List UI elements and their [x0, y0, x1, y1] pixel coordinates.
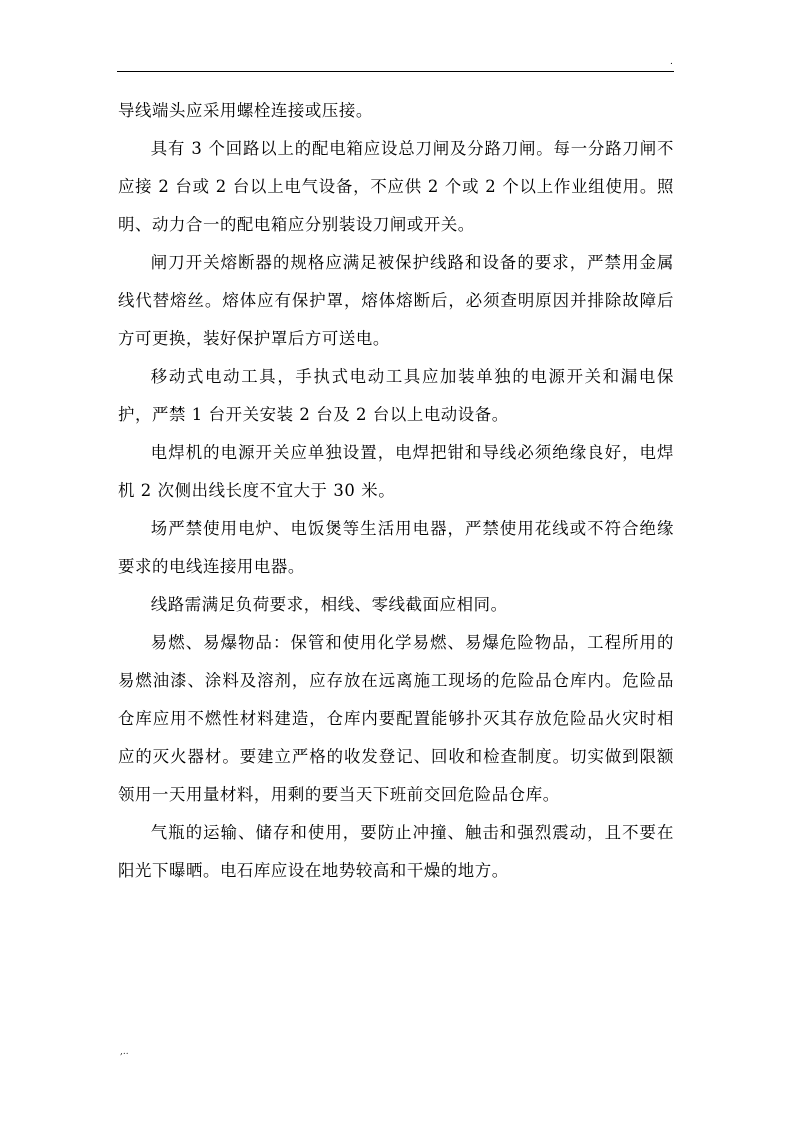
paragraph-gas-cylinders: 气瓶的运输、储存和使用，要防止冲撞、触击和强烈震动，且不要在阳光下曝晒。电石库应设在地势较高和干燥的地方。: [118, 823, 674, 880]
paragraph-line-load: 线路需满足负荷要求，相线、零线截面应相同。: [150, 595, 508, 614]
paragraph-fuse: 闸刀开关熔断器的规格应满足被保护线路和设备的要求，严禁用金属线代替熔丝。熔体应有保护罩，熔体熔断后，必须查明原因并排除故障后方可更换，装好保护罩后方可送电。: [118, 253, 674, 348]
paragraph-power-tools: 移动式电动工具，手执式电动工具应加装单独的电源开关和漏电保护，严禁 1 台开关安装 2 台及 2 台以上电动设备。: [118, 367, 674, 424]
header-divider: [117, 71, 674, 72]
paragraph-wire-terminals: 导线端头应采用螺栓连接或压接。: [118, 101, 373, 120]
paragraph-welder: 电焊机的电源开关应单独设置，电焊把钳和导线必须绝缘良好，电焊机 2 次侧出线长度不宜大于 30 米。: [118, 443, 674, 500]
paragraph-household-appliances: 场严禁使用电炉、电饭煲等生活用电器，严禁使用花线或不符合绝缘要求的电线连接用电器。: [118, 519, 674, 576]
document-body: [118, 92, 674, 890]
footer-mark: ,..: [120, 1047, 129, 1057]
header-mark: .: [670, 57, 673, 67]
paragraph-flammables: 易燃、易爆物品：保管和使用化学易燃、易爆危险物品，工程所用的易燃油漆、涂料及溶剂，应存放在远离施工现场的危险品仓库内。危险品仓库应用不燃性材料建造，仓库内要配置能够扑灭其存放危险品火灾时相应的灭火器材。要建立严格的收发登记、回收和检查制度。切实做到限额领用一天用量材料，用剩的要当天下班前交回危险品仓库。: [118, 633, 674, 804]
paragraph-distribution-box: 具有 3 个回路以上的配电箱应设总刀闸及分路刀闸。每一分路刀闸不应接 2 台或 2 台以上电气设备，不应供 2 个或 2 个以上作业组使用。照明、动力合一的配电箱应分别装设刀闸或开关。: [118, 139, 674, 234]
